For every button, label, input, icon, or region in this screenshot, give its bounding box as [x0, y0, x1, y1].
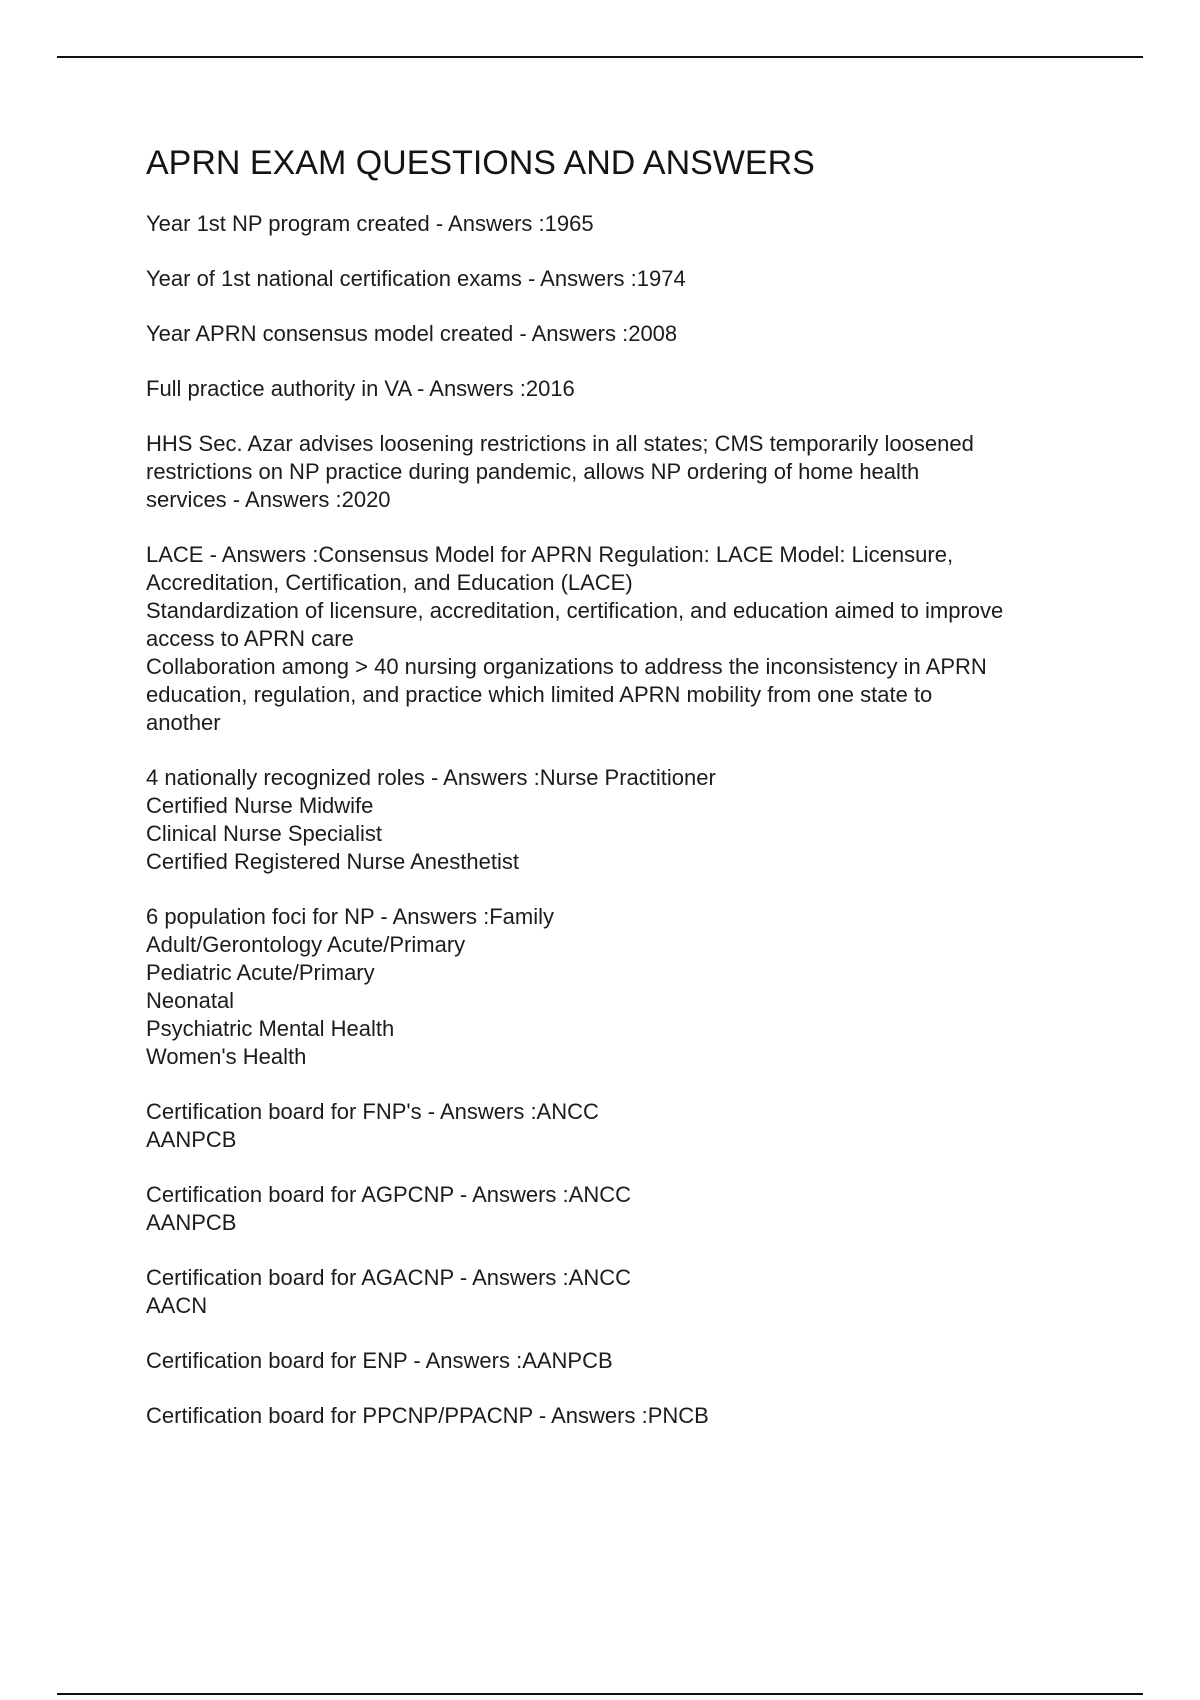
- qa-item: Full practice authority in VA - Answers :2016: [146, 375, 575, 401]
- qa-item: Certification board for AGPCNP - Answers :ANCC AANPCB: [146, 1181, 631, 1235]
- qa-item: LACE - Answers :Consensus Model for APRN Regulation: LACE Model: Licensure, Accreditation, Certification, and Education (LACE) Standardization of licensure, accreditation, certification, and education aimed to improve access to APRN care Collaboration among > 40 nursing organizations to address the inconsistency in APRN education, regulation, and practice which limited APRN mobility from one state to another: [146, 541, 1004, 735]
- qa-item: Year 1st NP program created - Answers :1965: [146, 210, 594, 236]
- qa-item: Certification board for AGACNP - Answers :ANCC AACN: [146, 1264, 631, 1318]
- page-title: APRN EXAM QUESTIONS AND ANSWERS: [146, 144, 815, 182]
- qa-item: Year of 1st national certification exams - Answers :1974: [146, 265, 686, 291]
- qa-item: HHS Sec. Azar advises loosening restrictions in all states; CMS temporarily loosened restrictions on NP practice during pandemic, allows NP ordering of home health services - Answers :2020: [146, 430, 974, 512]
- qa-item: 4 nationally recognized roles - Answers :Nurse Practitioner Certified Nurse Midwife Clinical Nurse Specialist Certified Registered Nurse Anesthetist: [146, 764, 716, 874]
- qa-item: 6 population foci for NP - Answers :Family Adult/Gerontology Acute/Primary Pediatric Acute/Primary Neonatal Psychiatric Mental Health Women's Health: [146, 903, 554, 1069]
- document-body: [146, 143, 1106, 1457]
- bottom-rule: [57, 1693, 1143, 1695]
- qa-item: Year APRN consensus model created - Answers :2008: [146, 320, 678, 346]
- qa-item: Certification board for PPCNP/PPACNP - Answers :PNCB: [146, 1402, 709, 1428]
- top-rule: [57, 56, 1143, 58]
- qa-item: Certification board for ENP - Answers :AANPCB: [146, 1347, 613, 1373]
- qa-item: Certification board for FNP's - Answers :ANCC AANPCB: [146, 1098, 599, 1152]
